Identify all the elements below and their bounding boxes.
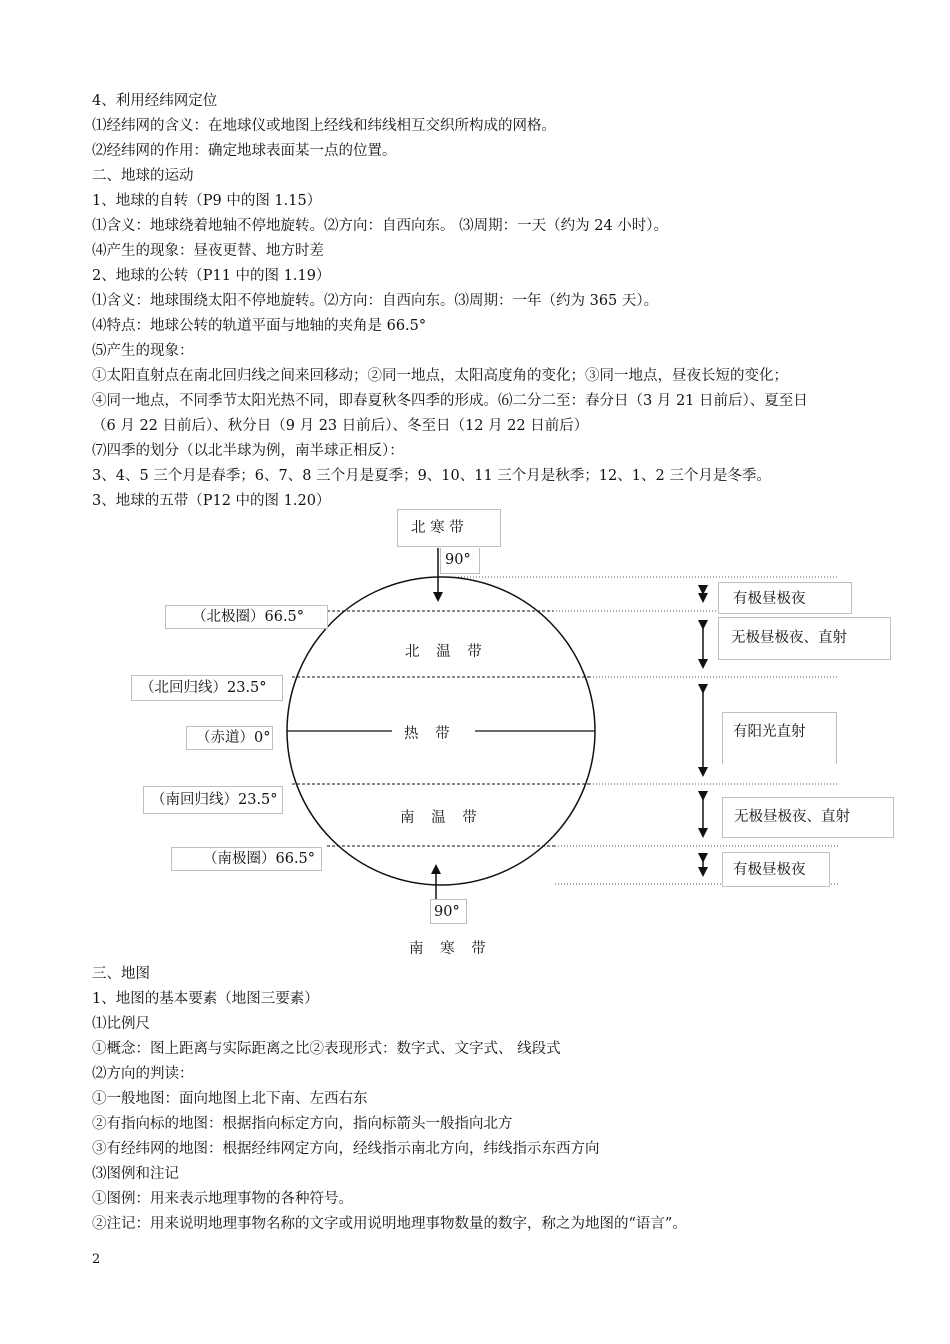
text-line: ①一般地图：面向地图上北下南、左西右东 xyxy=(92,1091,368,1107)
text-line: ⑴经纬网的含义：在地球仪或地图上经线和纬线相互交织所构成的网格。 xyxy=(92,118,556,134)
tropical-desc: 有阳光直射 xyxy=(722,712,837,764)
heading-revolution: 2、地球的公转（P11 中的图 1.19） xyxy=(92,268,331,284)
text-line: （6 月 22 日前后）、秋分日（9 月 23 日前后）、冬至日（12 月 22 日前后） xyxy=(92,418,589,434)
text-line: ⑴含义：地球围绕太阳不停地旋转。⑵方向：自西向东。⑶周期：一年（约为 365 天）。 xyxy=(92,293,659,309)
polar-day-night-north-desc: 有极昼极夜 xyxy=(718,582,852,614)
text-line: ⑸产生的现象： xyxy=(92,343,194,359)
temperate-south-desc: 无极昼极夜、直射 xyxy=(722,797,894,838)
heading-rotation: 1、地球的自转（P9 中的图 1.15） xyxy=(92,193,322,209)
text-line: ④同一地点，不同季节太阳光热不同，即春夏秋冬四季的形成。⑹二分二至：春分日（3 月 21 日前后）、夏至日 xyxy=(92,393,808,409)
temperate-north-desc: 无极昼极夜、直射 xyxy=(718,617,891,660)
arctic-circle-label: （北极圈）66.5° xyxy=(165,605,328,629)
antarctic-circle-label: （南极圈）66.5° xyxy=(171,847,322,871)
text-line: ⑵经纬网的作用：确定地球表面某一点的位置。 xyxy=(92,143,397,159)
text-line: ③有经纬网的地图：根据经纬网定方向，经线指示南北方向，纬线指示东西方向 xyxy=(92,1141,600,1157)
text-line: ⑵方向的判读： xyxy=(92,1066,194,1082)
text-line: 3、4、5 三个月是春季；6、7、8 三个月是夏季；9、10、11 三个月是秋季；12、1、2 三个月是冬季。 xyxy=(92,468,771,484)
tropical-zone-label: 热 带 xyxy=(404,726,456,742)
text-line: ⑷产生的现象：昼夜更替、地方时差 xyxy=(92,243,324,259)
north-frigid-zone-label: 北 寒 带 xyxy=(397,509,501,547)
tropic-of-capricorn-label: （南回归线）23.5° xyxy=(143,786,283,814)
north-temperate-zone-label: 北 温 带 xyxy=(405,644,488,660)
text-line: ①图例：用来表示地理事物的各种符号。 xyxy=(92,1191,353,1207)
equator-label: （赤道）0° xyxy=(186,726,273,750)
text-line: ②注记：用来说明地理事物名称的文字或用说明地理事物数量的数字，称之为地图的“语言”。 xyxy=(92,1216,687,1232)
south-frigid-zone-label: 南 寒 带 xyxy=(409,941,492,957)
text-line: ⑴含义：地球绕着地轴不停地旋转。⑵方向：自西向东。 ⑶周期：一天（约为 24 小时）。 xyxy=(92,218,669,234)
polar-day-night-south-desc: 有极昼极夜 xyxy=(722,852,830,887)
section-heading-earth-motion: 二、地球的运动 xyxy=(92,168,194,184)
text-line: ①太阳直射点在南北回归线之间来回移动；②同一地点，太阳高度角的变化；③同一地点，昼夜长短的变化； xyxy=(92,368,788,384)
south-temperate-zone-label: 南 温 带 xyxy=(400,810,483,826)
text-line: ②有指向标的地图：根据指向标定方向，指向标箭头一般指向北方 xyxy=(92,1116,513,1132)
page-number: 2 xyxy=(92,1252,101,1267)
tropic-of-cancer-label: （北回归线）23.5° xyxy=(131,675,283,701)
text-line: ⑶图例和注记 xyxy=(92,1166,179,1182)
heading-five-zones: 3、地球的五带（P12 中的图 1.20） xyxy=(92,493,331,509)
south-angle-label: 90° xyxy=(430,899,467,924)
heading-graticule-positioning: 4、利用经纬网定位 xyxy=(92,93,218,109)
text-line: ⑴比例尺 xyxy=(92,1016,150,1032)
text-line: ①概念：图上距离与实际距离之比②表现形式：数字式、文字式、 线段式 xyxy=(92,1041,561,1057)
north-angle-label: 90° xyxy=(440,548,480,574)
text-line: ⑺四季的划分（以北半球为例，南半球正相反）： xyxy=(92,443,404,459)
section-heading-maps: 三、地图 xyxy=(92,966,150,982)
heading-map-elements: 1、地图的基本要素（地图三要素） xyxy=(92,991,319,1007)
text-line: ⑷特点：地球公转的轨道平面与地轴的夹角是 66.5° xyxy=(92,318,427,334)
